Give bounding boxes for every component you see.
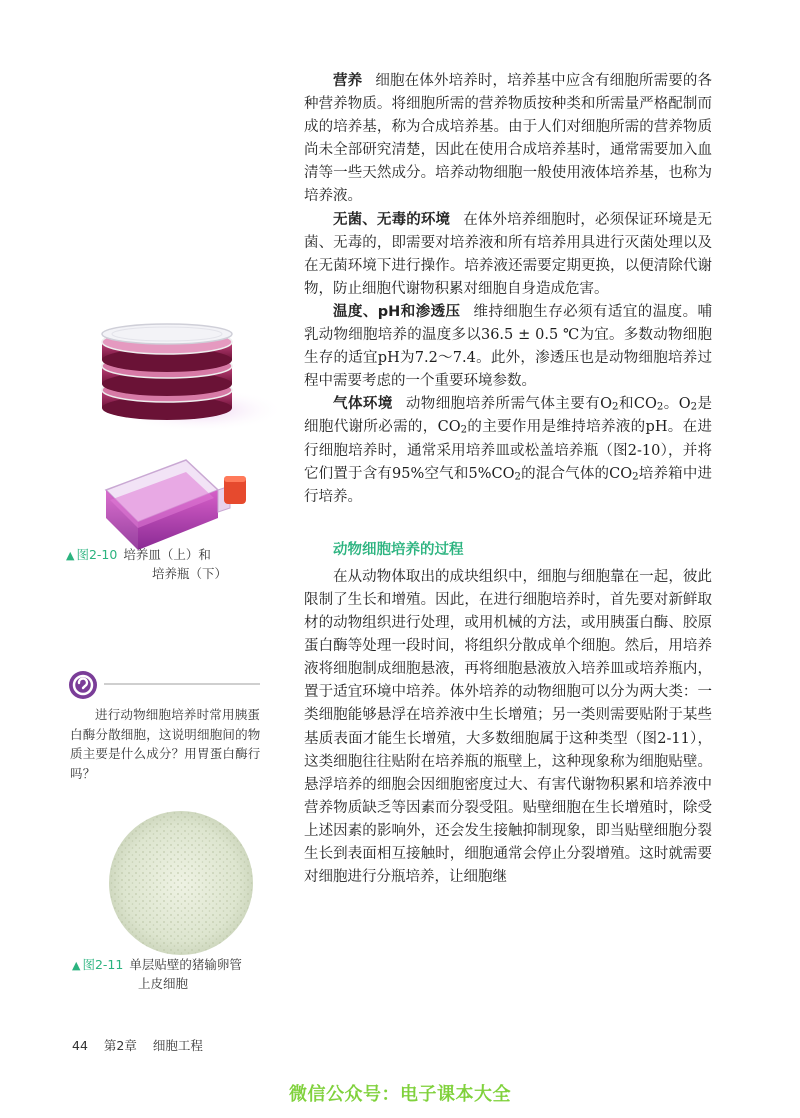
petri-dish-stack-image [84, 310, 284, 440]
triangle-icon: ▲ [66, 549, 75, 562]
subscript: 2 [514, 471, 521, 483]
think-divider [104, 683, 260, 685]
paragraph-temperature [304, 301, 712, 393]
think-question [70, 705, 264, 783]
text-run: 的主要作用是维持培养液的pH。在进行细胞培养时，通常采用培养皿或松盖培养瓶（图2-10），并将它们置于含有95%空气和5%CO [304, 419, 712, 482]
subscript: 2 [460, 424, 468, 436]
paragraph-lead: 营养 [333, 73, 363, 89]
paragraph-lead: 无菌、无毒的环境 [333, 211, 451, 228]
page-number: 44 [72, 1038, 88, 1053]
chapter-title: 细胞工程 [152, 1038, 203, 1053]
caption-line: 培养瓶（下） [152, 566, 228, 581]
text-run: 是细胞代谢所必需的，CO [304, 396, 713, 436]
text-run: 。O [663, 396, 691, 413]
chapter-label: 第2章 [103, 1038, 137, 1053]
subscript: 2 [632, 471, 639, 483]
text-run: 动物细胞培养所需气体主要有O [405, 396, 613, 413]
page-footer [72, 1036, 215, 1054]
text-run: 和CO [618, 396, 657, 413]
watermark-text: 微信公众号：电子课本大全 [289, 1084, 511, 1105]
paragraph-lead: 温度、pH和渗透压 [333, 303, 461, 320]
figure-2-10-caption [66, 546, 227, 583]
figure-number: 图2-11 [82, 957, 124, 972]
paragraph-body: 在体外培养细胞时，必须保证环境是无菌、无毒的，即需要对培养液和所有培养用具进行灭菌处理以及在无菌环境下进行操作。培养液还需要定期更换，以便清除代谢物，防止细胞代谢物积累对细胞自身造成危害。 [304, 211, 713, 297]
paragraph-body: 细胞在体外培养时，培养基中应含有细胞所需要的各种营养物质。将细胞所需的营养物质按种类和所需量严格配制而成的培养基，称为合成培养基。由于人们对细胞所需的营养物质尚未全部研究清楚，因此在使用合成培养基时，通常需要加入血清等一些天然成分。培养动物细胞一般使用液体培养基，也称为培养液。 [304, 73, 713, 205]
paragraph-lead: 气体环境 [333, 396, 393, 413]
section-heading: 动物细胞培养的过程 [333, 541, 464, 558]
text-run: 培养箱中进行培养。 [304, 465, 713, 505]
think-question-icon [68, 670, 98, 700]
subscript: 2 [612, 401, 619, 413]
culture-flask-image [96, 450, 256, 555]
subscript: 2 [690, 401, 698, 413]
figure-number: 图2-10 [76, 547, 118, 562]
paragraph-sterile [304, 209, 712, 301]
caption-text: 培养皿（上）和 [123, 547, 211, 562]
paragraph-process: 在从动物体取出的成块组织中，细胞与细胞靠在一起，彼此限制了生长和增殖。因此，在进行细胞培养时，首先要对新鲜取材的动物组织进行处理，或用机械的方法，或用胰蛋白酶、胶原蛋白酶等处理一段时间，将组织分散成单个细胞。然后，用培养液将细胞制成细胞悬液，再将细胞悬液放入培养皿或培养瓶内，置于适宜环境中培养。体外培养的动物细胞可以分为两大类：一类细胞能够悬浮在培养液中生长增殖；另一类则需要贴附于某些基质表面才能生长增殖，大多数细胞属于这种类型（图2-11），这类细胞往往贴附在培养瓶的瓶壁上，这种现象称为细胞贴壁。悬浮培养的细胞会因细胞密度过大、有害代谢物积累和培养液中营养物质缺乏等因素而分裂受阻。贴壁细胞在生长增殖时，除受上述因素的影响外，还会发生接触抑制现象，即当贴壁细胞分裂生长到表面相互接触时，细胞通常会停止分裂增殖。这时就需要对细胞进行分瓶培养，让细胞继 [304, 568, 712, 886]
caption-text: 单层贴壁的猪输卵管 [129, 957, 242, 972]
triangle-icon: ▲ [72, 959, 81, 972]
text-run: 的混合气体的CO [520, 465, 633, 482]
epithelial-cells-image [106, 808, 256, 958]
figure-2-11-caption [72, 956, 242, 993]
caption-line [66, 546, 227, 565]
main-text-column [304, 70, 712, 889]
paragraph-body: 维持细胞生存必须有适宜的温度。哺乳动物细胞培养的温度多以36.5 ± 0.5 ℃为宜。多数动物细胞生存的适宜pH为7.2～7.4。此外，渗透压也是动物细胞培养过程中需要考虑的一个重要环境参数。 [304, 303, 713, 390]
think-question-text: 进行动物细胞培养时常用胰蛋白酶分散细胞，这说明细胞间的物质主要是什么成分？用胃蛋白酶行吗？ [70, 707, 261, 781]
paragraph-gas [304, 393, 712, 508]
paragraph-nutrition [304, 70, 712, 209]
caption-line: 上皮细胞 [138, 976, 189, 991]
caption-line [72, 956, 242, 975]
subscript: 2 [656, 401, 664, 413]
